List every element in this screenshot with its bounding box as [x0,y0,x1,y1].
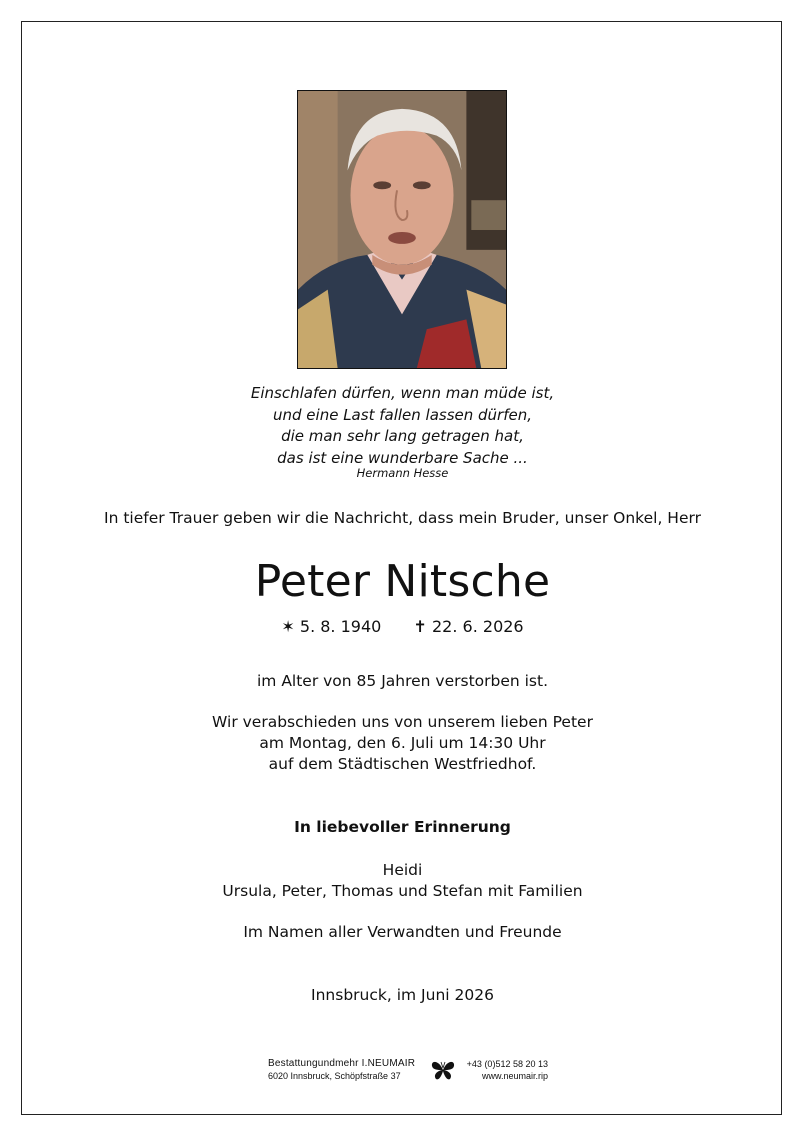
funeral-home-footer [268,1058,558,1084]
deceased-name: Peter Nitsche [254,556,551,607]
funeral-home-website[interactable]: www.neumair.rip [481,1071,548,1081]
quote-line: und eine Last fallen lassen dürfen, [273,405,532,424]
mourners-list [0,860,805,902]
death-cross-icon: ✝ [413,617,427,636]
brand-left: Bestattungundmehr [268,1058,359,1069]
life-dates [0,617,805,636]
mourner-line: Ursula, Peter, Thomas und Stefan mit Familien [222,882,583,900]
farewell-line: am Montag, den 6. Juli um 14:30 Uhr [259,734,546,752]
funeral-home-address: 6020 Innsbruck, Schöpfstraße 37 [268,1071,401,1081]
death-date: 22. 6. 2026 [432,617,524,636]
footer-right [467,1058,548,1082]
place-date: Innsbruck, im Juni 2026 [311,986,494,1004]
footer-left [268,1058,415,1082]
quote-line: Einschlafen dürfen, wenn man müde ist, [250,384,555,402]
funeral-home-phone: +43 (0)512 58 20 13 [466,1059,548,1069]
intro-text: In tiefer Trauer geben wir die Nachricht, dass mein Bruder, unser Onkel, Herr [104,509,701,527]
farewell-text [0,712,805,775]
age-text: im Alter von 85 Jahren verstorben ist. [256,672,549,690]
quote-line: die man sehr lang getragen hat, [281,427,524,445]
mourner-line: Heidi [382,861,423,879]
portrait-photo [297,90,507,369]
funeral-home-brand [268,1058,415,1070]
quote-author: Hermann Hesse [356,466,449,480]
quote-text [0,383,805,469]
farewell-line: Wir verabschieden uns von unserem lieben Peter [212,713,593,731]
quote-line: das ist eine wunderbare Sache ... [277,448,528,467]
butterfly-icon [430,1058,456,1082]
birth-star-icon: ✶ [281,617,295,636]
birth-date: 5. 8. 1940 [299,617,382,636]
brand-right: I.NEUMAIR [361,1058,416,1069]
relatives-text: Im Namen aller Verwandten und Freunde [243,923,562,941]
memory-heading: In liebevoller Erinnerung [294,818,511,836]
farewell-line: auf dem Städtischen Westfriedhof. [268,755,537,773]
